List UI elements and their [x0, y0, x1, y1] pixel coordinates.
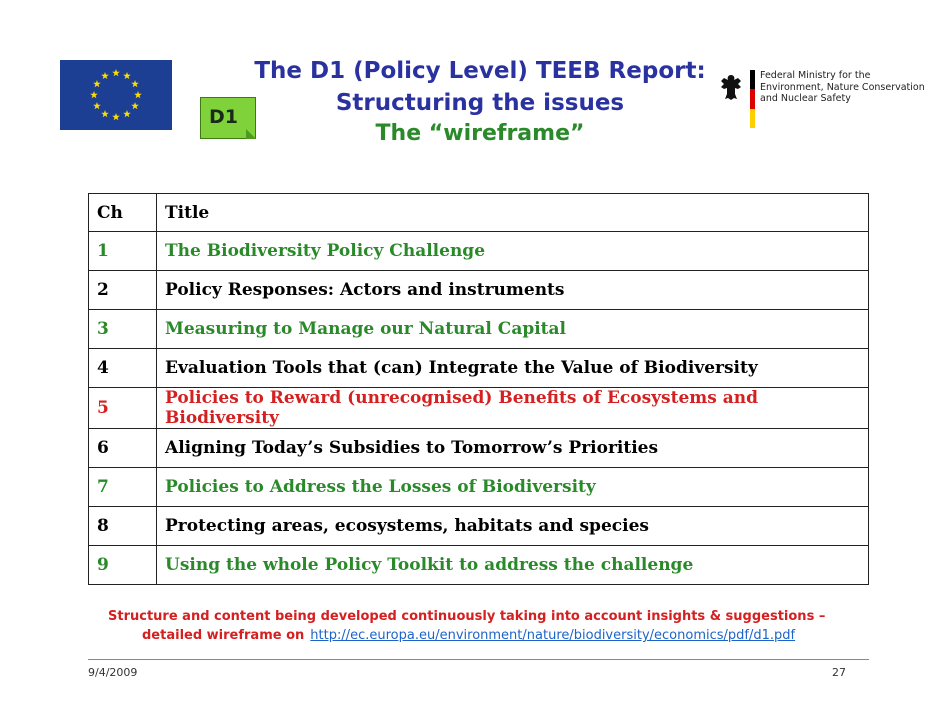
- page-title-line1: The D1 (Policy Level) TEEB Report:: [254, 58, 706, 84]
- chapter-number: 2: [89, 271, 157, 310]
- eu-star: [112, 113, 120, 120]
- eu-star: [93, 102, 101, 109]
- ministry-line3: and Nuclear Safety: [760, 93, 851, 104]
- table-row: [89, 232, 869, 271]
- footnote-line2: detailed wireframe on: [142, 628, 305, 643]
- chapter-title: Evaluation Tools that (can) Integrate the Value of Biodiversity: [157, 349, 869, 388]
- chapter-number: 1: [89, 232, 157, 271]
- page-title-line2: Structuring the issues: [335, 90, 625, 116]
- eu-star: [112, 69, 120, 76]
- chapter-title: Policies to Address the Losses of Biodiversity: [157, 468, 869, 507]
- chapter-number: 6: [89, 429, 157, 468]
- chapter-title: Using the whole Policy Toolkit to address the challenge: [157, 546, 869, 585]
- table-row: [89, 388, 869, 429]
- footer-divider: [88, 659, 869, 660]
- chapters-table: [88, 193, 869, 585]
- chapter-number: 8: [89, 507, 157, 546]
- eu-flag-icon: [60, 60, 172, 130]
- badge-label: D1: [209, 106, 238, 128]
- chapter-title: Measuring to Manage our Natural Capital: [157, 310, 869, 349]
- chapter-number: 5: [89, 388, 157, 429]
- footnote-line1: Structure and content being developed continuously taking into account insights & suggestions –: [108, 609, 826, 624]
- chapter-number: 4: [89, 349, 157, 388]
- table-row: [89, 271, 869, 310]
- column-header-title: Title: [157, 194, 869, 232]
- federal-eagle-icon: [718, 72, 744, 102]
- chapter-number: 7: [89, 468, 157, 507]
- table-header-row: [89, 194, 869, 232]
- chapter-title: Aligning Today’s Subsidies to Tomorrow’s Priorities: [157, 429, 869, 468]
- chapter-number: 3: [89, 310, 157, 349]
- table-row: [89, 546, 869, 585]
- ministry-logo: [714, 66, 925, 130]
- eu-star: [101, 110, 109, 117]
- chapter-number: 9: [89, 546, 157, 585]
- eu-star: [123, 72, 131, 79]
- chapter-title: The Biodiversity Policy Challenge: [157, 232, 869, 271]
- table-row: [89, 429, 869, 468]
- eu-star: [123, 110, 131, 117]
- eu-star: [93, 80, 101, 87]
- eu-star: [131, 80, 139, 87]
- ministry-line2: Environment, Nature Conservation: [760, 81, 925, 93]
- column-header-ch: Ch: [89, 194, 157, 232]
- chapter-title: Protecting areas, ecosystems, habitats and species: [157, 507, 869, 546]
- footnote: [108, 607, 825, 645]
- footer-date: 9/4/2009: [88, 666, 138, 679]
- table-row: [89, 507, 869, 546]
- table-row: [89, 310, 869, 349]
- page-number: 27: [832, 666, 846, 679]
- chapter-title: Policy Responses: Actors and instruments: [157, 271, 869, 310]
- eu-star: [134, 91, 142, 98]
- table-row: [89, 349, 869, 388]
- wireframe-link[interactable]: http://ec.europa.eu/environment/nature/biodiversity/economics/pdf/d1.pdf: [310, 628, 796, 643]
- eu-star: [101, 72, 109, 79]
- eu-star: [90, 91, 98, 98]
- table-row: [89, 468, 869, 507]
- page-subtitle: The “wireframe”: [375, 121, 585, 146]
- eu-star: [131, 102, 139, 109]
- ministry-line1: Federal Ministry for the: [760, 70, 871, 81]
- chapter-title: Policies to Reward (unrecognised) Benefits of Ecosystems and Biodiversity: [157, 388, 869, 429]
